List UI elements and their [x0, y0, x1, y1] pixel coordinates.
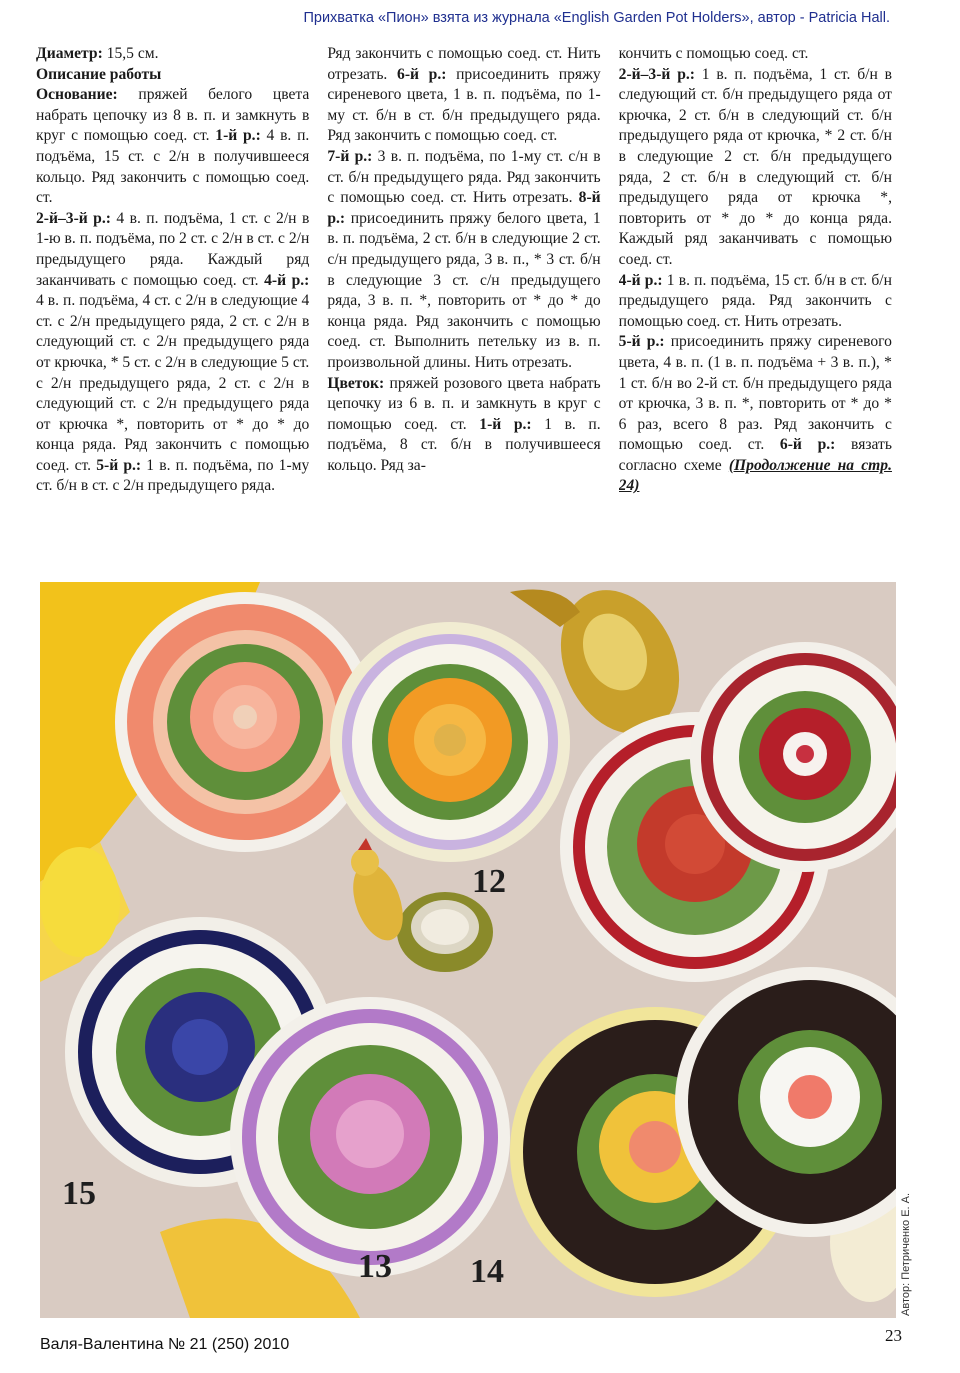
flower-row2-3-label: 2-й–3-й р.: — [618, 65, 695, 83]
label-15: 15 — [62, 1175, 96, 1212]
diameter-value: 15,5 см. — [102, 45, 159, 62]
base-label: Основание: — [36, 86, 118, 104]
row7-label: 7-й р.: — [327, 147, 373, 165]
col3-intro-text: кончить с помощью соед. ст. — [618, 45, 809, 62]
label-14: 14 — [470, 1253, 504, 1290]
row8-label: 8-й р.: — [327, 189, 601, 227]
row5-label: 5-й р.: — [96, 456, 142, 474]
photo-illustration — [40, 582, 896, 1318]
row1-text: 4 в. п. подъёма, 15 ст. с 2/н в получившееся кольцо. Ряд закончить с помощью соед. ст. — [36, 127, 310, 207]
row4-label: 4-й р.: — [264, 271, 310, 289]
flower-text: пряжей розового цвета набрать цепочку из 6 в. п. и замкнуть в круг с помощью соед. ст. — [327, 374, 601, 433]
label-12: 12 — [472, 863, 506, 900]
flower-label: Цветок: — [327, 374, 385, 392]
row5-text: 1 в. п. подъёма, по 1-му ст. б/н в ст. с 2/н предыдущего ряда. — [36, 456, 310, 495]
row8-text: присоединить пряжу белого цвета, 1 в. п. подъёма, 2 ст. б/н в следующие 2 ст. с/н предыдущего ряда, 3 в. п., * 3 ст. б/н в следующие 3 ст. с/н предыдущего ряда, 3 в. п. *, повторить от * до * до конца ряда. Ряд закончить с помощью соед. ст. Выполнить петельку из в. п. произвольной длины. Нить отрезать. — [327, 209, 601, 371]
yellow-butterfly — [40, 847, 120, 957]
continue-link[interactable]: (Продолжение на стр. 24) — [618, 456, 892, 495]
potholder-orange — [330, 622, 570, 862]
flower-row5-text: присоединить пряжу сиреневого цвета, 4 в. п. (1 в. п. подъёма + 3 в. п.), * 1 ст. б/н во 2-й ст. б/н предыдущего ряда от крючка, 3 в. п. *, повторить от * до * 6 раз, всего 8 раз. Ряд закончить с помощью соед. ст. — [618, 333, 892, 454]
footer-journal: Валя-Валентина № 21 (250) 2010 — [40, 1336, 290, 1353]
pot-holders-photo — [40, 582, 896, 1318]
photo-credit: Автор: Петриченко Е. А. — [900, 1192, 912, 1316]
row7-text: 3 в. п. подъёма, по 1-му ст. с/н в ст. б/н предыдущего ряда. Ряд закончить с помощью соед. ст. Нить отрезать. — [327, 147, 601, 207]
flower-row6-text: вязать согласно схеме — [618, 436, 892, 474]
row1-label: 1-й р.: — [215, 127, 261, 145]
candle-holder — [397, 892, 493, 972]
base-text: пряжей белого цвета набрать цепочку из 8 в. п. и замкнуть в круг с помощью соед. ст. — [36, 86, 310, 145]
flower-row1-label: 1-й р.: — [479, 415, 532, 433]
flower-row4-label: 4-й р.: — [618, 271, 663, 289]
flower-row1-text: 1 в. п. подъёма, 8 ст. б/н в получившееся кольцо. Ряд за- — [327, 415, 601, 474]
flower-row4-text: 1 в. п. подъёма, 15 ст. б/н в ст. б/н предыдущего ряда. Ряд закончить с помощью соед. ст. Нить отрезать. — [618, 271, 892, 330]
article-text — [36, 44, 892, 560]
row4-text: 4 в. п. подъёма, 4 ст. с 2/н в следующие 4 ст. с 2/н предыдущего ряда, 2 ст. с 2/н в следующий ст. с 2/н предыдущего ряда от крючка, * 5 ст. с 2/н в следующие 5 ст. с 2/н предыдущего ряда, 2 ст. с 2/н в следующий ст. с 2/н предыдущего ряда от крючка *, повторить от * до * до конца ряда. Ряд закончить с помощью соед. ст. — [36, 292, 310, 474]
row6-text: присоединить пряжу сиреневого цвета, 1 в. п. подъёма, по 1-му ст. б/н в ст. б/н предыдущего ряда. Ряд закончить с помощью соед. ст. — [327, 65, 601, 145]
flower-row5-label: 5-й р.: — [618, 333, 665, 351]
row2-3-text: 4 в. п. подъёма, 1 ст. с 2/н в 1-ю в. п. подъёма, по 2 ст. с 2/н в ст. с 2/н предыдущего ряда. Каждый ряд заканчивать с помощью соед. ст. — [36, 209, 310, 289]
page-number: 23 — [885, 1326, 902, 1345]
flower-row6-label: 6-й р.: — [779, 436, 836, 454]
article-column-1 — [36, 44, 309, 560]
description-heading: Описание работы — [36, 65, 162, 83]
label-13: 13 — [358, 1248, 392, 1285]
diameter-label: Диаметр: — [36, 45, 103, 62]
row2-3-label: 2-й–3-й р.: — [36, 209, 111, 227]
flower-row2-3-text: 1 в. п. подъёма, 1 ст. б/н в следующий ст. б/н предыдущего ряда от крючка, 2 ст. б/н в следующий ст. б/н предыдущего ряда от крючка, * 2 ст. б/н в следующие 2 ст. б/н предыдущего ряда, 2 ст. б/н в следующий ст. б/н предыдущего ряда от крючка *, повторить от * до * до конца ряда. Каждый ряд заканчивать с помощью соед. ст. — [618, 65, 892, 268]
header-source-note: Прихватка «Пион» взята из журнала «English Garden Pot Holders», автор - Patricia Hall. — [303, 10, 890, 26]
potholder-lilac — [230, 997, 510, 1277]
row6-label: 6-й р.: — [397, 65, 447, 83]
article-column-2 — [327, 44, 600, 560]
col2-intro-text: Ряд закончить с помощью соед. ст. Нить отрезать. — [327, 45, 601, 83]
article-column-3 — [619, 44, 892, 560]
